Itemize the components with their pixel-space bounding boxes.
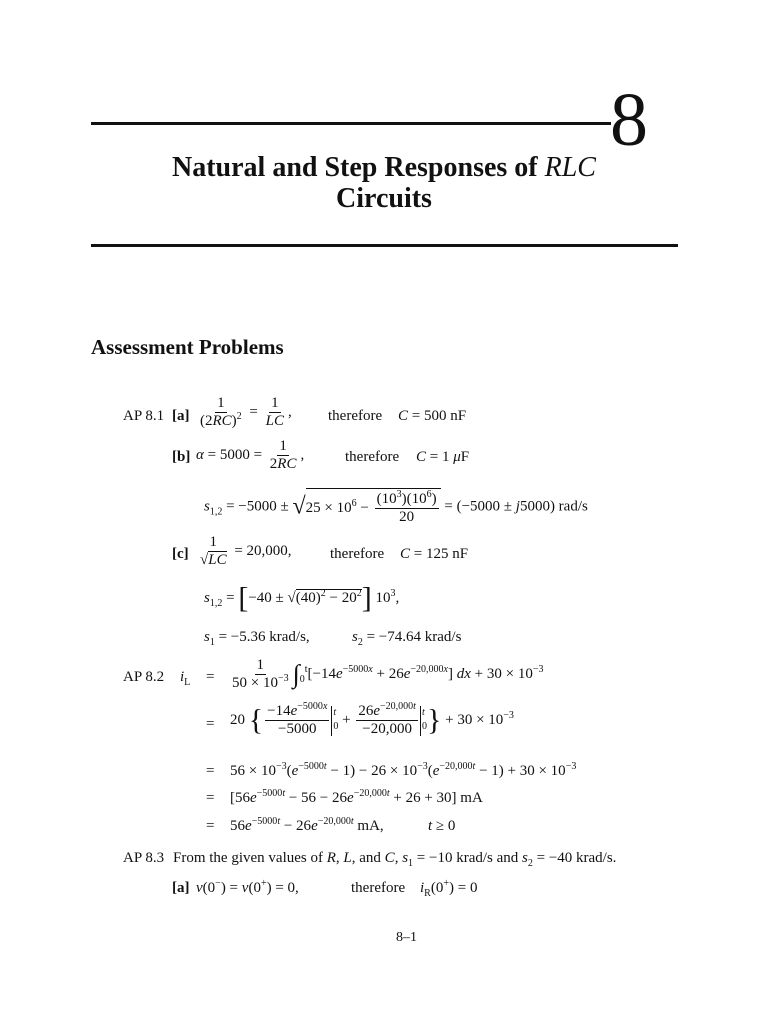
ap81-c-roots: $s_{1,2} = [-40 \pm √(40)^2 - 20^2]$ $10^3$,: [204, 581, 400, 615]
ap82-lhs: $i_L$: [180, 669, 191, 688]
ap82-line5: $56e^{-5000t} - 26e^{-20,000t}$ mA,: [230, 816, 384, 834]
ap82-eq1: =: [206, 669, 215, 685]
chapter-title-line1: Natural and Step Responses of RLC: [172, 152, 596, 183]
ap82-eq2: =: [206, 716, 215, 732]
ap82-label: AP 8.2: [123, 669, 165, 685]
rlc-italic: RLC: [544, 152, 596, 183]
page-number: 8–1: [396, 930, 417, 945]
ap81-c-s1: $s_1 = -5.36$ krad/s,: [204, 629, 310, 648]
ap81-a-result: C = 500 nF: [398, 408, 467, 424]
ap81-c-s2: $s_2 = -74.64$ krad/s: [352, 629, 462, 648]
ap81-label: AP 8.1: [123, 408, 165, 424]
ap83-a-text: therefore: [351, 880, 406, 896]
ap81-b-roots: $s_{1,2} = -5000 \pm √25 \times 10^6$ − $\frac{(10^3)(10^6)}{20}$ = (−5000 ± j5000) rad/s: [204, 489, 588, 525]
ap82-line4: $[56e^{-5000t} - 56 - 26e^{-20,000t} + 26 + 30]$ mA: [230, 788, 483, 806]
ap81-c-result: C = 125 nF: [400, 546, 469, 562]
section-heading: Assessment Problems: [91, 335, 284, 359]
ap81-c-equation: $\frac{1}{√LC}$ = 20,000,: [200, 534, 292, 568]
ap81-b-result: C = 1 μF: [416, 449, 470, 465]
ap82-eq5: =: [206, 818, 215, 834]
ap81-b-label: [b]: [172, 449, 191, 465]
bottom-rule: [91, 244, 678, 247]
ap81-b-equation: α = 5000 = $\frac{1}{2RC}$ ,: [196, 438, 305, 472]
ap81-a-text: therefore: [328, 408, 383, 424]
ap81-c-text: therefore: [330, 546, 385, 562]
ap83-a-equation: v(0−) = v(0+) = 0,: [196, 878, 299, 896]
ap81-b-text: therefore: [345, 449, 400, 465]
chapter-title-line2: Circuits: [336, 183, 432, 214]
ap82-line5b: t ≥ 0: [428, 818, 456, 834]
ap82-eq4: =: [206, 790, 215, 806]
ap82-line1: $\frac{1}{50 \times 10^{-3}}$ $\int_0^t[-14e^{-5000x} + 26e^{-20,000x}]$ dx + $30 \times 10^{-3}$: [232, 657, 544, 691]
ap83-a-label: [a]: [172, 880, 190, 896]
ap83-label: AP 8.3: [123, 850, 165, 866]
top-rule: [91, 122, 611, 125]
ap82-eq3: =: [206, 763, 215, 779]
ap83-a-result: $i_R(0^+) = 0$: [420, 878, 478, 899]
ap83-text: From the given values of R, L, and C, $s_1 = -10$ krad/s and $s_2 = -40$ krad/s.: [173, 850, 617, 869]
ap82-line2: 20 { $\frac{-14e^{-5000x}}{-5000}$ t 0 + $\frac{26e^{-20,000t}}{-20,000}$ t $0\} + 30 \times 10^{-3}$: [230, 701, 514, 737]
chapter-number: 8: [610, 78, 648, 162]
ap82-line3: $56 \times 10^{-3}(e^{-5000t} - 1) - 26 \times 10^{-3}(e^{-20,000t} - 1) + 30 \times 10^{-3}$: [230, 761, 577, 779]
ap81-a-equation: $\frac{1}{(2RC)^2}$ = $\frac{1}{LC}$ ,: [200, 395, 292, 429]
ap81-a-label: [a]: [172, 408, 190, 424]
ap81-c-label: [c]: [172, 546, 189, 562]
